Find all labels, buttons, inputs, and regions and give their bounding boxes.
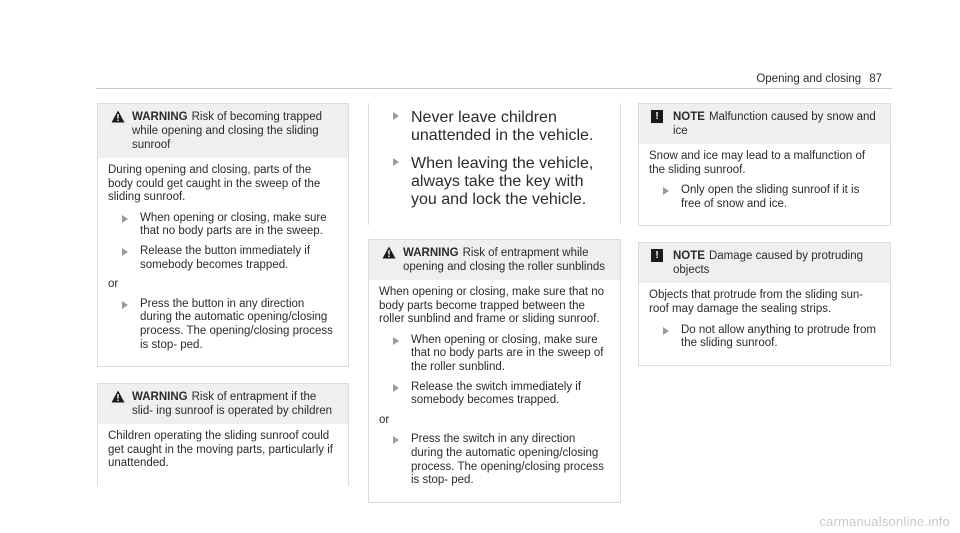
note-intro: Snow and ice may lead to a malfunction of the sliding sunroof. bbox=[649, 150, 866, 176]
step-arrow-icon bbox=[663, 187, 669, 195]
warning-intro: Children operating the sliding sunroof could get caught in the moving parts, particularly if unattended. bbox=[108, 430, 334, 470]
step-item bbox=[108, 245, 338, 272]
step-text: Release the switch immediately if somebody becomes trapped. bbox=[411, 380, 582, 407]
step-item bbox=[379, 433, 610, 487]
step-item bbox=[108, 298, 338, 352]
step-arrow-icon bbox=[393, 337, 399, 345]
note-body bbox=[639, 144, 890, 225]
warning-keyword: WARNING bbox=[132, 111, 188, 123]
note-body bbox=[639, 283, 890, 364]
column-2 bbox=[368, 103, 621, 519]
warning-intro: During opening and closing, parts of the body could get caught in the sweep of the sliding sunroof. bbox=[108, 164, 321, 204]
step-text: Only open the sliding sunroof if it is free of snow and ice. bbox=[681, 184, 860, 210]
warning-header bbox=[98, 384, 348, 424]
warning-title: Risk of entrapment if the slid- ing sunroof is operated by children bbox=[132, 391, 333, 418]
step-arrow-icon bbox=[122, 248, 128, 256]
step-text: Do not allow anything to protrude from the sliding sunroof. bbox=[681, 323, 876, 350]
header-rule bbox=[96, 88, 892, 89]
note-box-protruding-objects bbox=[638, 242, 891, 365]
note-title: Damage caused by protruding objects bbox=[673, 250, 864, 277]
warning-keyword: WARNING bbox=[403, 247, 459, 259]
watermark-logo: carmanualsonline.info bbox=[819, 514, 950, 529]
step-item bbox=[379, 155, 610, 209]
note-intro: Objects that protrude from the sliding sun- roof may damage the sealing strips. bbox=[649, 289, 864, 315]
warning-keyword: WARNING bbox=[132, 391, 188, 404]
step-text: Never leave children unattended in the vehicle. bbox=[411, 109, 594, 144]
note-box-snow-ice bbox=[638, 103, 891, 226]
or-separator: or bbox=[379, 413, 390, 426]
warning-header bbox=[98, 104, 348, 158]
running-head bbox=[756, 73, 882, 85]
warning-box-children bbox=[97, 383, 349, 486]
warning-body bbox=[369, 280, 620, 502]
exclamation-icon: ! bbox=[651, 110, 663, 123]
warning-title: Risk of becoming trapped while opening and closing the sliding sunroof bbox=[132, 111, 322, 151]
warning-body bbox=[98, 424, 348, 486]
warning-body bbox=[98, 158, 348, 366]
note-header bbox=[639, 243, 890, 283]
step-arrow-icon bbox=[393, 158, 399, 166]
warning-title: Risk of entrapment while opening and closing the roller sunblinds bbox=[403, 247, 606, 273]
step-text: When opening or closing, make sure that no body parts are in the sweep. bbox=[140, 211, 327, 238]
step-item bbox=[379, 381, 610, 408]
note-keyword: NOTE bbox=[673, 250, 705, 263]
column-1 bbox=[97, 103, 349, 502]
warning-header bbox=[369, 240, 620, 280]
column-3 bbox=[638, 103, 891, 382]
note-title: Malfunction caused by snow and ice bbox=[673, 111, 876, 137]
step-arrow-icon bbox=[122, 215, 128, 223]
note-keyword: NOTE bbox=[673, 111, 705, 123]
exclamation-icon: ! bbox=[651, 249, 663, 262]
warning-triangle-icon bbox=[111, 110, 125, 123]
step-text: Release the button immediately if somebody becomes trapped. bbox=[140, 244, 311, 271]
step-text: When leaving the vehicle, always take the key with you and lock the vehicle. bbox=[411, 155, 594, 208]
step-arrow-icon bbox=[393, 384, 399, 392]
step-item bbox=[649, 184, 880, 211]
step-text: When opening or closing, make sure that no body parts are in the sweep of the roller sunblind. bbox=[411, 333, 604, 373]
warning-triangle-icon bbox=[382, 246, 396, 259]
step-item bbox=[379, 109, 610, 145]
step-arrow-icon bbox=[663, 327, 669, 335]
warning-box-roller-sunblinds bbox=[368, 239, 621, 503]
section-title: Opening and closing bbox=[756, 73, 862, 85]
note-header bbox=[639, 104, 890, 144]
step-item bbox=[649, 324, 880, 351]
step-text: Press the switch in any direction during the automatic opening/closing process. The opening/closing process is stop- ped. bbox=[411, 433, 604, 487]
or-separator: or bbox=[108, 278, 119, 291]
step-text: Press the button in any direction during the automatic opening/closing process. The opening/closing process is stop- ped. bbox=[140, 297, 333, 351]
step-arrow-icon bbox=[393, 436, 399, 444]
step-item bbox=[379, 334, 610, 375]
warning-continuation bbox=[368, 103, 621, 225]
warning-triangle-icon bbox=[111, 390, 125, 403]
page-number: 87 bbox=[869, 73, 882, 85]
warning-intro: When opening or closing, make sure that no body parts become trapped between the roller sunblind and frame or sliding sunroof. bbox=[379, 286, 605, 326]
warning-box-sunroof-trapped bbox=[97, 103, 349, 367]
step-item bbox=[108, 212, 338, 239]
step-arrow-icon bbox=[122, 301, 128, 309]
step-arrow-icon bbox=[393, 112, 399, 120]
